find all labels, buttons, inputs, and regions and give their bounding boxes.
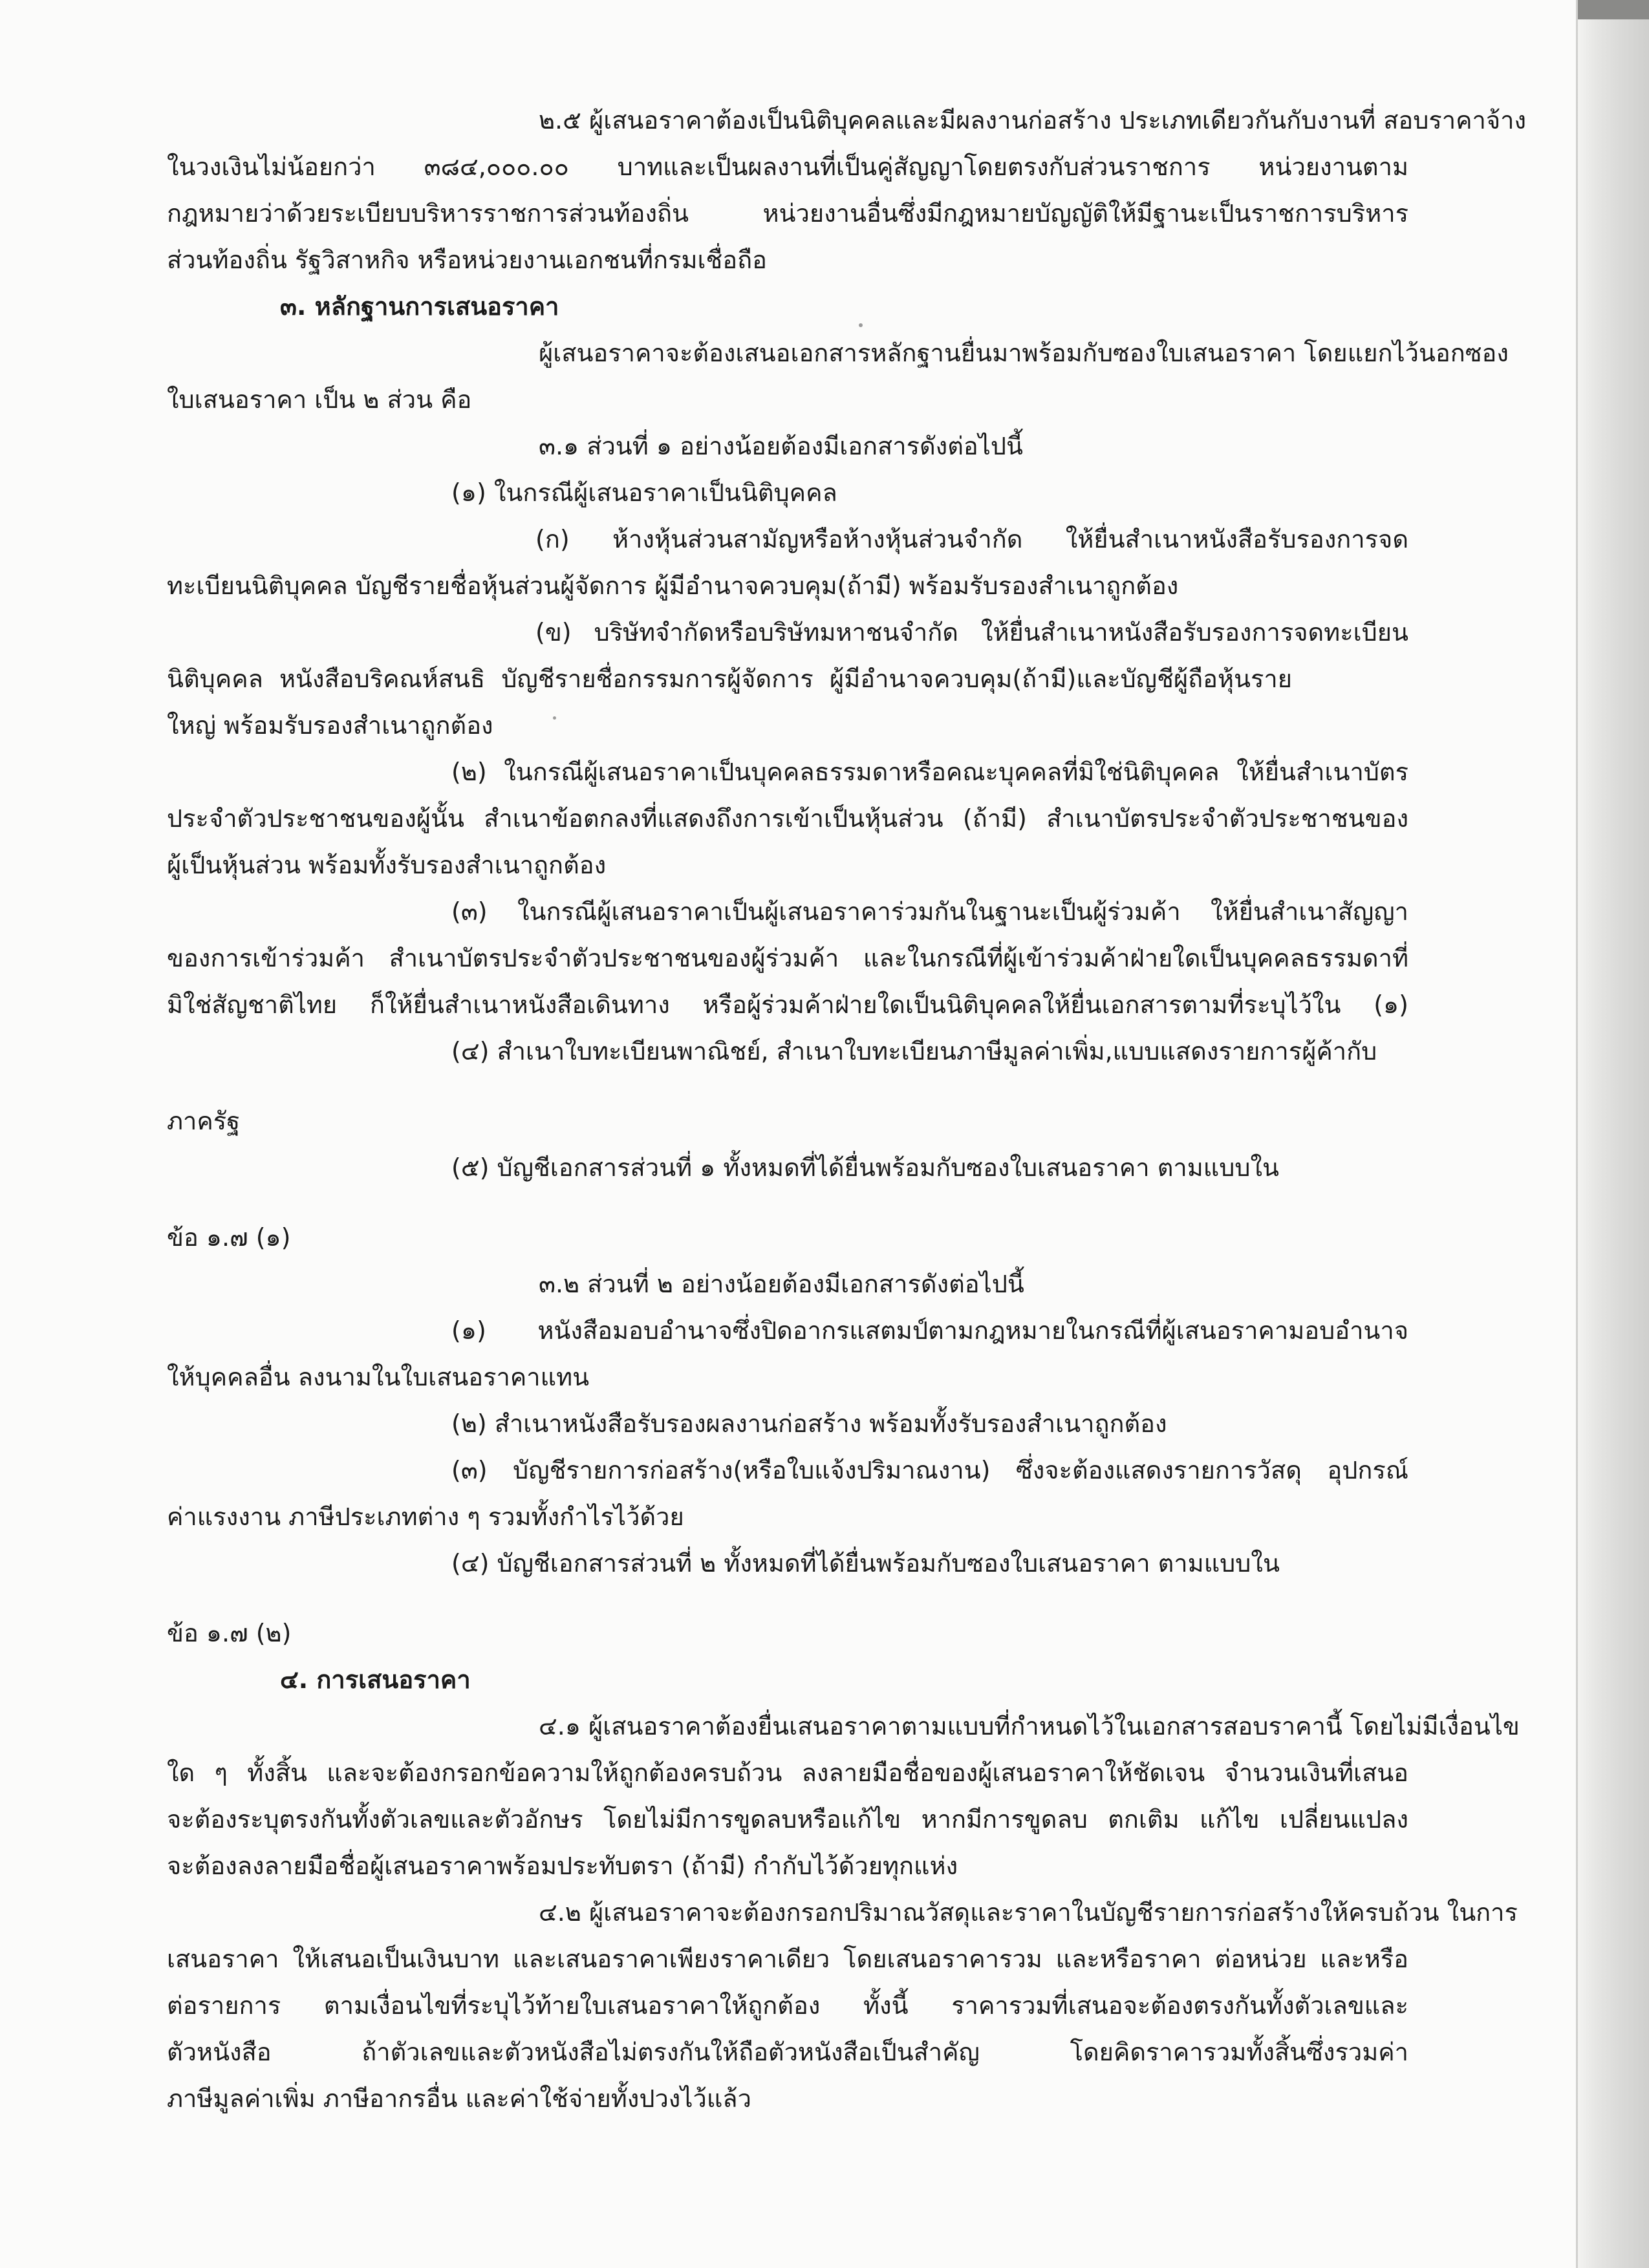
paragraph-line: ผู้เสนอราคาจะต้องเสนอเอกสารหลักฐานยื่นมาพร้อมกับซองใบเสนอราคา โดยแยกไว้นอกซอง xyxy=(539,339,1509,367)
subsection-4-1: ๔.๑ ผู้เสนอราคาต้องยื่นเสนอราคาตามแบบที่กำหนดไว้ในเอกสารสอบราคานี้ โดยไม่มีเงื่อนไข xyxy=(539,1712,1520,1740)
list-subitem: (ก) ห้างหุ้นส่วนสามัญหรือห้างหุ้นส่วนจำกัด ให้ยื่นสำเนาหนังสือรับรองการจด xyxy=(535,525,1408,553)
paragraph-line: กฎหมายว่าด้วยระเบียบบริหารราชการส่วนท้องถิ่น หน่วยงานอื่นซึ่งมีกฎหมายบัญญัติให้มีฐานะเป็นราชการบริหาร xyxy=(167,199,1408,228)
paragraph-line: ต่อรายการ ตามเงื่อนไขที่ระบุไว้ท้ายใบเสนอราคาให้ถูกต้อง ทั้งนี้ ราคารวมที่เสนอจะต้องตรงกันทั้งตัวเลขและ xyxy=(167,1991,1408,2020)
paragraph-line: ค่าแรงงาน ภาษีประเภทต่าง ๆ รวมทั้งกำไรไว้ด้วย xyxy=(167,1503,684,1531)
list-item: (๑) หนังสือมอบอำนาจซึ่งปิดอากรแสตมป์ตามกฎหมายในกรณีที่ผู้เสนอราคามอบอำนาจ xyxy=(451,1316,1408,1345)
paragraph-line: ๒.๕ ผู้เสนอราคาต้องเป็นนิติบุคคลและมีผลงานก่อสร้าง ประเภทเดียวกันกับงานที่ สอบราคาจ้าง xyxy=(539,106,1527,134)
spacer xyxy=(167,1587,1408,1610)
paragraph-line: ให้บุคคลอื่น ลงนามในใบเสนอราคาแทน xyxy=(167,1363,590,1391)
scanner-edge-shadow xyxy=(1576,0,1649,2268)
list-item: (๓) บัญชีรายการก่อสร้าง(หรือใบแจ้งปริมาณงาน) ซึ่งจะต้องแสดงรายการวัสดุ อุปกรณ์ xyxy=(451,1456,1408,1484)
section-heading-3: ๓. หลักฐานการเสนอราคา xyxy=(280,292,559,321)
paragraph-line: จะต้องระบุตรงกันทั้งตัวเลขและตัวอักษร โดยไม่มีการขูดลบหรือแก้ไข หากมีการขูดลบ ตกเติม แก้ไข เปลี่ยนแปลง xyxy=(167,1805,1408,1834)
list-item: (๔) สำเนาใบทะเบียนพาณิชย์, สำเนาใบทะเบียนภาษีมูลค่าเพิ่ม,แบบแสดงรายการผู้ค้ากับ xyxy=(451,1037,1377,1065)
paragraph-line: เสนอราคา ให้เสนอเป็นเงินบาท และเสนอราคาเพียงราคาเดียว โดยเสนอราคารวม และหรือราคา ต่อหน่วย และหรือ xyxy=(167,1945,1408,1973)
subsection-3-1: ๓.๑ ส่วนที่ ๑ อย่างน้อยต้องมีเอกสารดังต่อไปนี้ xyxy=(539,432,1023,460)
paragraph-line: ใบเสนอราคา เป็น ๒ ส่วน คือ xyxy=(167,385,472,414)
paragraph-line: ส่วนท้องถิ่น รัฐวิสาหกิจ หรือหน่วยงานเอกชนที่กรมเชื่อถือ xyxy=(167,246,767,274)
paragraph-line: ใด ๆ ทั้งสิ้น และจะต้องกรอกข้อความให้ถูกต้องครบถ้วน ลงลายมือชื่อของผู้เสนอราคาให้ชัดเจน จำนวนเงินที่เสนอ xyxy=(167,1759,1408,1787)
paragraph-line: ข้อ ๑.๗ (๒) xyxy=(167,1619,292,1647)
document-body xyxy=(167,97,1527,2122)
paragraph-line: ใหญ่ พร้อมรับรองสำเนาถูกต้อง xyxy=(167,711,493,740)
paragraph-line: มิใช่สัญชาติไทย ก็ให้ยื่นสำเนาหนังสือเดินทาง หรือผู้ร่วมค้าฝ่ายใดเป็นนิติบุคคลให้ยื่นเอกสารตามที่ระบุไว้ใน (๑) xyxy=(167,990,1408,1019)
subsection-4-2: ๔.๒ ผู้เสนอราคาจะต้องกรอกปริมาณวัสดุและราคาในบัญชีรายการก่อสร้างให้ครบถ้วน ในการ xyxy=(539,1898,1518,1927)
list-item: (๑) ในกรณีผู้เสนอราคาเป็นนิติบุคคล xyxy=(451,478,837,507)
paragraph-line: ตัวหนังสือ ถ้าตัวเลขและตัวหนังสือไม่ตรงกันให้ถือตัวหนังสือเป็นสำคัญ โดยคิดราคารวมทั้งสิ้นซึ่งรวมค่า xyxy=(167,2038,1408,2066)
section-heading-4: ๔. การเสนอราคา xyxy=(280,1665,471,1694)
list-item: (๒) สำเนาหนังสือรับรองผลงานก่อสร้าง พร้อมทั้งรับรองสำเนาถูกต้อง xyxy=(451,1409,1167,1438)
list-subitem: (ข) บริษัทจำกัดหรือบริษัทมหาชนจำกัด ให้ยื่นสำเนาหนังสือรับรองการจดทะเบียน xyxy=(535,618,1408,647)
paragraph-line: ประจำตัวประชาชนของผู้นั้น สำเนาข้อตกลงที่แสดงถึงการเข้าเป็นหุ้นส่วน (ถ้ามี) สำเนาบัตรประจำตัวประชาชนของ xyxy=(167,804,1408,833)
paragraph-line: จะต้องลงลายมือชื่อผู้เสนอราคาพร้อมประทับตรา (ถ้ามี) กำกับไว้ด้วยทุกแห่ง xyxy=(167,1852,958,1880)
list-item: (๓) ในกรณีผู้เสนอราคาเป็นผู้เสนอราคาร่วมกันในฐานะเป็นผู้ร่วมค้า ให้ยื่นสำเนาสัญญา xyxy=(451,897,1408,926)
spacer xyxy=(167,1075,1408,1098)
paragraph-line: ในวงเงินไม่น้อยกว่า ๓๘๔,๐๐๐.๐๐ บาทและเป็นผลงานที่เป็นคู่สัญญาโดยตรงกับส่วนราชการ หน่วยงานตาม xyxy=(167,153,1408,181)
paragraph-line: ข้อ ๑.๗ (๑) xyxy=(167,1223,291,1252)
spacer xyxy=(167,1191,1408,1214)
paragraph-line: ภาษีมูลค่าเพิ่ม ภาษีอากรอื่น และค่าใช้จ่ายทั้งปวงไว้แล้ว xyxy=(167,2084,751,2113)
list-item: (๔) บัญชีเอกสารส่วนที่ ๒ ทั้งหมดที่ได้ยื่นพร้อมกับซองใบเสนอราคา ตามแบบใน xyxy=(451,1549,1280,1578)
scanner-edge-corner xyxy=(1578,0,1649,19)
list-item: (๒) ในกรณีผู้เสนอราคาเป็นบุคคลธรรมดาหรือคณะบุคคลที่มิใช่นิติบุคคล ให้ยื่นสำเนาบัตร xyxy=(451,758,1408,786)
paragraph-line: ผู้เป็นหุ้นส่วน พร้อมทั้งรับรองสำเนาถูกต้อง xyxy=(167,851,607,879)
paragraph-line: ทะเบียนนิติบุคคล บัญชีรายชื่อหุ้นส่วนผู้จัดการ ผู้มีอำนาจควบคุม(ถ้ามี) พร้อมรับรองสำเนาถูกต้อง xyxy=(167,572,1179,600)
paragraph-line: ของการเข้าร่วมค้า สำเนาบัตรประจำตัวประชาชนของผู้ร่วมค้า และในกรณีที่ผู้เข้าร่วมค้าฝ่ายใดเป็นบุคคลธรรมดาที่ xyxy=(167,944,1408,972)
list-item: (๕) บัญชีเอกสารส่วนที่ ๑ ทั้งหมดที่ได้ยื่นพร้อมกับซองใบเสนอราคา ตามแบบใน xyxy=(451,1153,1280,1182)
subsection-3-2: ๓.๒ ส่วนที่ ๒ อย่างน้อยต้องมีเอกสารดังต่อไปนี้ xyxy=(539,1270,1024,1298)
paragraph-line: ภาครัฐ xyxy=(167,1107,241,1135)
paragraph-line: นิติบุคคล หนังสือบริคณห์สนธิ บัญชีรายชื่อกรรมการผู้จัดการ ผู้มีอำนาจควบคุม(ถ้ามี)และบัญชีผู้ถือหุ้นราย xyxy=(167,665,1292,693)
